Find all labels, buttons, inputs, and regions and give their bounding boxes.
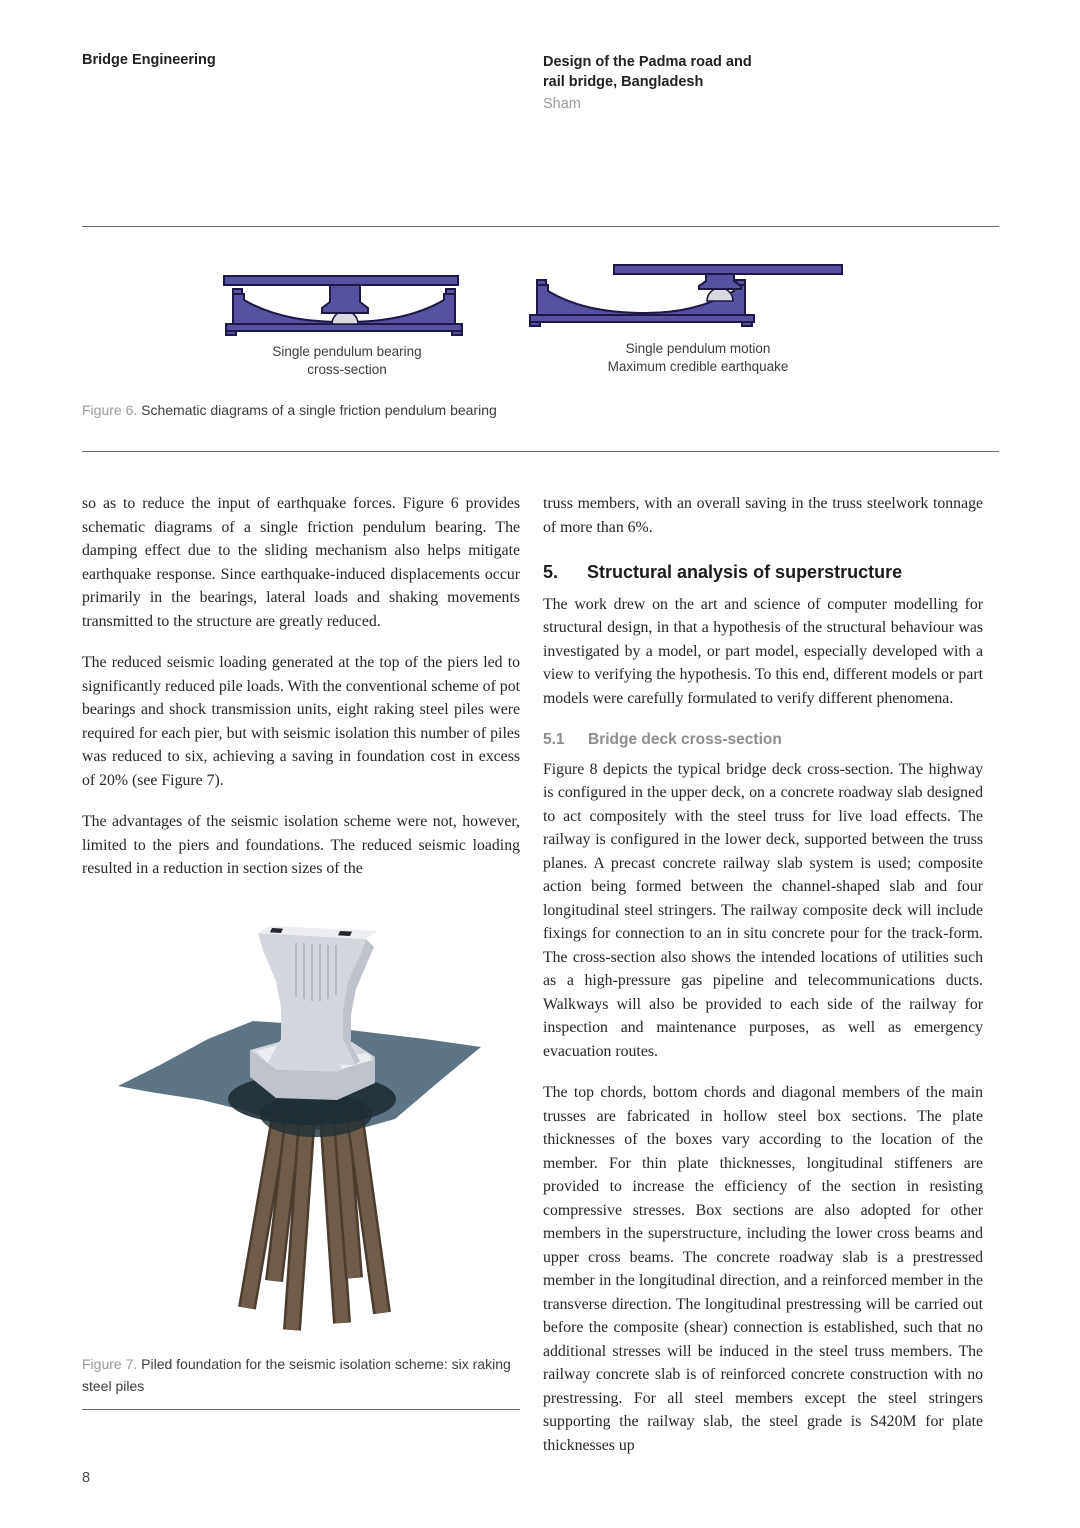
body-left-column: [82, 492, 520, 899]
figure7-render: [90, 893, 530, 1343]
section-5-1-heading: [543, 728, 983, 752]
paragraph: The reduced seismic loading generated at the top of the piers led to significantly reduced pile loads. With the conventional scheme of pot bearings and shock transmission units, eight raking steel piles were required for each pier, but with seismic isolation this number of piles was reduced to six, achieving a saving in foundation cost in excess of 20% (see Figure 7).: [82, 654, 520, 789]
body-right-column: [543, 492, 983, 1475]
article-header: [543, 52, 752, 114]
paragraph: The top chords, bottom chords and diagonal members of the main trusses are fabricated in hollow steel box sections. The plate thicknesses of the boxes vary according to the location of the member. For thin plate thicknesses, longitudinal stiffeners are provided to increase the efficiency of the section in resisting compressive stresses. Box sections are also adopted for other members in the superstructure, including the lower cross beams and upper cross beams. The concrete roadway slab is a prestressed member in the longitudinal direction, and a reinforced member in the transverse direction. The longitudinal prestressing will be carried out before the composite (shear) connection is established, such that no additional stresses will be induced in the steel truss members. The railway concrete slab is of reinforced concrete construction with no prestressing. For all steel members except the steel stringers supporting the railway slab, the steel grade is S420M for plate thicknesses up: [543, 1084, 983, 1454]
figure6-label: Figure 6.: [82, 402, 138, 418]
figure7-caption: [82, 1353, 527, 1397]
section-5-1-title: Bridge deck cross-section: [588, 731, 782, 748]
page-number: 8: [82, 1470, 91, 1486]
article-author: Sham: [543, 96, 581, 112]
bearing-pad: [338, 931, 352, 936]
scour-water: [260, 1093, 372, 1137]
paragraph: The advantages of the seismic isolation scheme were not, however, limited to the piers and foundations. The reduced seismic loading resulted in a reduction in section sizes of the: [82, 813, 520, 877]
bearing-pad: [270, 928, 283, 933]
journal-name: Bridge Engineering: [82, 52, 216, 68]
paragraph: The work drew on the art and science of computer modelling for structural design, in that a hypothesis of the structural behaviour was investigated by a model, or part model, especially developed with a view to verifying the hypothesis. To this end, different models or part models were carefully formulated to verify different phenomena.: [543, 595, 983, 707]
paragraph: Figure 8 depicts the typical bridge deck cross-section. The highway is configured in the upper deck, on a concrete roadway slab designed to act compositely with the steel truss for live load effects. The railway is configured in the lower deck, supported between the truss planes. A precast concrete railway slab system is used; composite action being formed between the channel-shaped slab and four longitudinal steel stringers. The railway composite deck will include fixings for connection to an in situ concrete pour for the track-form. The cross-section also shows the intended locations of utilities such as a high-pressure gas pipeline and telecommunications ducts. Walkways will also be provided to each side of the railway for inspection and maintenance purposes, as well as emergency evacuation routes.: [543, 760, 983, 1060]
section-5-number: 5.: [543, 562, 559, 582]
diagram-label-left: Single pendulum bearing cross-section: [272, 344, 422, 377]
section-5-heading: [543, 561, 983, 585]
bearing-diagram-cross-section: [220, 264, 468, 344]
divider-top: [82, 226, 999, 227]
section-5-title: Structural analysis of superstructure: [587, 562, 903, 582]
bearing-diagram-motion: [528, 255, 848, 339]
section-5-1-number: 5.1: [543, 731, 565, 748]
figure7-caption-text: Piled foundation for the seismic isolation scheme: six raking steel piles: [82, 1356, 511, 1394]
raking-piles: [247, 1104, 382, 1330]
article-title-line1: Design of the Padma road and: [543, 54, 752, 70]
figure6-caption-text: Schematic diagrams of a single friction pendulum bearing: [137, 402, 497, 418]
divider-figure6: [82, 451, 999, 452]
article-title-line2: rail bridge, Bangladesh: [543, 74, 704, 90]
diagram-label-right: Single pendulum motion Maximum credible earthquake: [607, 341, 789, 374]
figure7-label: Figure 7.: [82, 1356, 138, 1372]
figure6-caption: [82, 399, 512, 421]
paragraph: truss members, with an overall saving in the truss steelwork tonnage of more than 6%.: [543, 495, 983, 536]
divider-figure7: [82, 1409, 520, 1410]
paragraph: so as to reduce the input of earthquake forces. Figure 6 provides schematic diagrams of a single friction pendulum bearing. The damping effect due to the sliding mechanism also helps mitigate earthquake response. Since earthquake-induced displacements occur primarily in the bearings, lateral loads and shaking movements transmitted to the structure are greatly reduced.: [82, 495, 520, 630]
